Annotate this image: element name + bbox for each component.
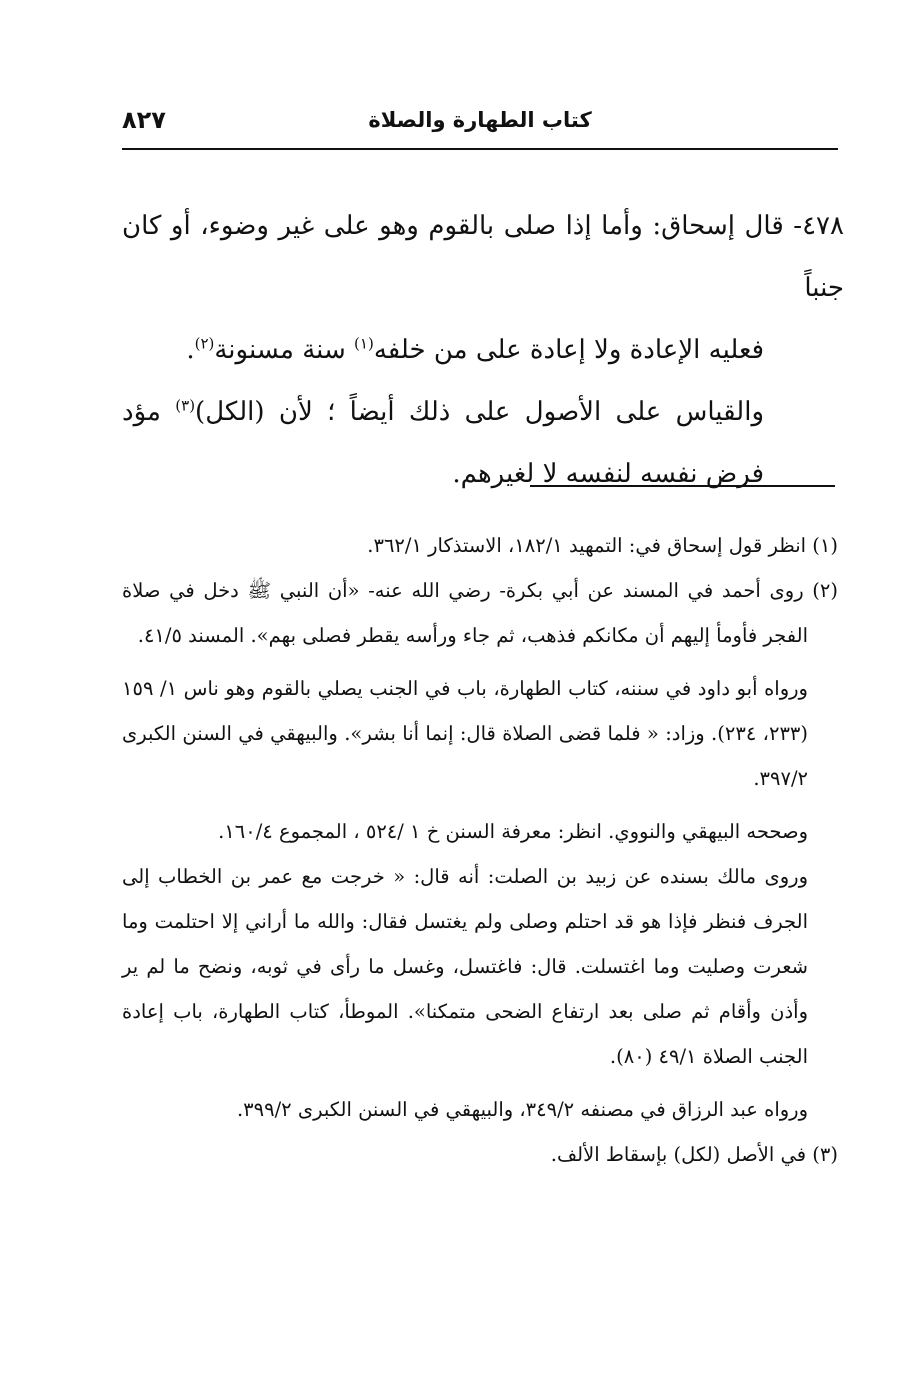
footnote-3: (٣) في الأصل (لكل) بإسقاط الألف. (550, 1143, 838, 1166)
footnote-1: (١) انظر قول إسحاق في: التمهيد ١٨٢/١، الاستذكار ٣٦٢/١. (367, 534, 838, 557)
footnote-ref: (٢) (194, 334, 215, 353)
footnotes (122, 523, 838, 1177)
footnote-2-paragraph: ورواه أبو داود في سننه، كتاب الطهارة، باب في الجنب يصلي بالقوم وهو ناس ١/ ١٥٩ (٢٣٣، ٢٣٤). وزاد: « فلما قضى الصلاة قال: إنما أنا بشر». والبيهقي في السنن الكبرى ٣٩٧/٢. (122, 677, 808, 790)
footnote-2-paragraph: وصححه البيهقي والنووي. انظر: معرفة السنن خ ١ /٥٢٤ ، المجموع ١٦٠/٤. (218, 820, 808, 843)
footnote-2-paragraph: وروى مالك بسنده عن زبيد بن الصلت: أنه قال: « خرجت مع عمر بن الخطاب إلى الجرف فنظر فإذا هو قد احتلم وصلى ولم يغتسل فقال: والله ما أراني إلا احتلمت وما شعرت وصليت وما اغتسلت. قال: فاغتسل، وغسل ما رأى في ثوبه، ونضح ما لم ير وأذن وأقام ثم صلى بعد ارتفاع الضحى متمكنا». الموطأ، كتاب الطهارة، باب إعادة الجنب الصلاة ٤٩/١ (٨٠). (122, 865, 808, 1068)
entry-text: فعليه الإعادة ولا إعادة على من خلفه (373, 335, 764, 365)
footnote-separator (530, 485, 835, 487)
page-number: ٨٢٧ (122, 106, 166, 134)
footnote-ref: (١) (354, 334, 374, 353)
running-title: كتاب الطهارة والصلاة (368, 108, 592, 132)
footnote-ref: (٣) (175, 396, 196, 415)
entry-text: سنة مسنونة (214, 335, 355, 365)
footnote-2: (٢) روى أحمد في المسند عن أبي بكرة- رضي الله عنه- «أن النبي ﷺ دخل في صلاة الفجر فأومأ إليهم أن مكانكم فذهب، ثم جاء ورأسه يقطر فصلى بهم». المسند ٤١/٥. (122, 579, 838, 647)
entry-line-2 (122, 319, 844, 381)
entry-line-1: ٤٧٨- قال إسحاق: وأما إذا صلى بالقوم وهو على غير وضوء، أو كان جنباً (122, 211, 844, 303)
footnote-2-paragraph: ورواه عبد الرزاق في مصنفه ٣٤٩/٢، والبيهقي في السنن الكبرى ٣٩٩/٢. (236, 1098, 808, 1121)
main-text (122, 195, 844, 505)
entry-text: . (186, 335, 195, 365)
entry-text: والقياس على الأصول على ذلك أيضاً ؛ لأن (الكل) (195, 397, 764, 427)
entry-text: مؤد فرض نفسه لنفسه لا لغيرهم. (122, 397, 764, 489)
page-header (122, 104, 838, 150)
